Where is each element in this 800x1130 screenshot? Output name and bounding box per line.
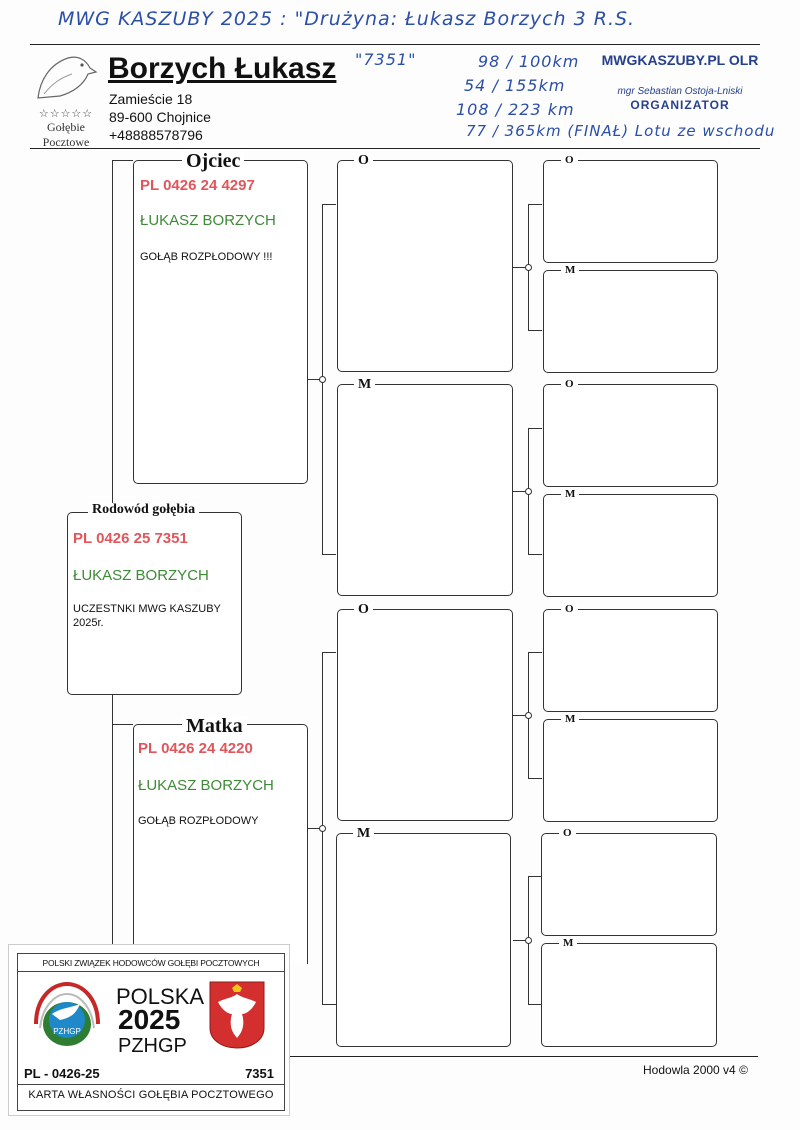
- father-owner: ŁUKASZ BORZYCH: [140, 212, 276, 229]
- bird-to-mother-link: [112, 724, 133, 725]
- logo-text-line1: Gołębie: [47, 120, 85, 134]
- ggp-1-box: [543, 160, 718, 263]
- gp-bracket-1-knot: [525, 264, 532, 271]
- bird-label: Rodowód gołębia: [88, 503, 199, 517]
- ggp-2-box: [543, 270, 718, 373]
- bird-note: UCZESTNKI MWG KASZUBY 2025r.: [73, 603, 221, 630]
- footer-version: Hodowla 2000 v4 ©: [643, 1063, 748, 1077]
- card-country: POLSKA: [116, 984, 205, 1009]
- father-bracket-knot: [319, 376, 326, 383]
- mother-owner: ŁUKASZ BORZYCH: [138, 777, 274, 794]
- maternal-grandmother-label: M: [353, 827, 374, 841]
- bird-owner: ŁUKASZ BORZYCH: [73, 567, 209, 584]
- gp-bracket-3-top: [528, 652, 542, 653]
- ggp-2-label: M: [561, 265, 579, 276]
- ggp-5-label: O: [561, 604, 578, 615]
- gp-bracket-3-knot: [525, 712, 532, 719]
- mother-box: [133, 724, 308, 964]
- gp-bracket-2-bottom: [528, 554, 542, 555]
- card-ring-number: 7351: [245, 1066, 274, 1081]
- paternal-grandmother-box: [337, 384, 513, 596]
- stamp-line-1: MWGKASZUBY.PL OLR: [601, 52, 759, 68]
- gp-bracket-2-top: [528, 428, 542, 429]
- ggp-8-label: M: [559, 938, 577, 949]
- card-inner-frame: [17, 953, 285, 1111]
- ggp-3-box: [543, 384, 718, 487]
- gp-bracket-2-knot: [525, 488, 532, 495]
- ggp-5-box: [543, 609, 718, 712]
- bird-ring: PL 0426 25 7351: [73, 530, 188, 547]
- handwritten-ring-code: "7351": [355, 50, 417, 69]
- bird-box: [67, 512, 242, 695]
- organizer-stamp: [600, 52, 760, 112]
- breeder-name: Borzych Łukasz: [108, 52, 337, 85]
- ggp-4-label: M: [561, 489, 579, 500]
- header-bottom-rule: [30, 148, 760, 149]
- handwritten-team-note: MWG KASZUBY 2025 : "Drużyna: Łukasz Borzych 3 R.S.: [58, 8, 636, 30]
- father-bracket-top: [322, 204, 336, 205]
- club-logo: [30, 50, 102, 149]
- card-ring-prefix: PL - 0426-25: [24, 1066, 100, 1081]
- card-org: POLSKI ZWIĄZEK HODOWCÓW GOŁĘBI POCZTOWYCH: [42, 958, 260, 968]
- paternal-grandfather-box: [337, 160, 513, 372]
- ggp-7-box: [541, 833, 717, 936]
- pzhgp-emblem-icon: [30, 978, 104, 1050]
- ggp-8-box: [541, 943, 717, 1047]
- stamp-line-3: ORGANIZATOR: [630, 98, 730, 112]
- maternal-grandfather-label: O: [354, 603, 373, 617]
- mother-bracket-bottom: [322, 1004, 336, 1005]
- ggp-6-box: [543, 719, 718, 822]
- card-ring-rule: [18, 1084, 284, 1085]
- father-note: GOŁĄB ROZPŁODOWY !!!: [140, 251, 273, 263]
- gp-bracket-4-bottom: [528, 1004, 542, 1005]
- breeder-phone: +48888578796: [109, 127, 203, 143]
- result-line-2: 54 / 155km: [464, 76, 566, 95]
- maternal-grandmother-box: [336, 833, 511, 1047]
- ggp-4-box: [543, 494, 718, 597]
- father-bracket-bottom: [322, 554, 336, 555]
- mother-ring: PL 0426 24 4220: [138, 740, 253, 757]
- father-box: [133, 160, 308, 484]
- bird-to-father-link: [112, 160, 133, 161]
- polish-eagle-icon: [208, 980, 266, 1050]
- gp-bracket-1-bottom: [528, 330, 542, 331]
- gp-bracket-1-top: [528, 204, 542, 205]
- breeder-city: 89-600 Chojnice: [109, 109, 211, 125]
- mother-bracket-knot: [319, 825, 326, 832]
- stamp-line-2: mgr Sebastian Ostoja-Lniski: [617, 86, 743, 97]
- ggp-3-label: O: [561, 379, 578, 390]
- ownership-card: [8, 944, 290, 1116]
- card-org-rule: [18, 971, 284, 972]
- pzhgp-emblem-text: PZHGP: [53, 1027, 81, 1036]
- pigeon-logo-icon: [30, 50, 102, 102]
- ggp-6-label: M: [561, 714, 579, 725]
- gp-bracket-4-knot: [525, 937, 532, 944]
- card-year: 2025: [118, 1004, 181, 1035]
- gp-bracket-3-bottom: [528, 778, 542, 779]
- paternal-grandmother-label: M: [354, 378, 375, 392]
- ggp-1-label: O: [561, 155, 578, 166]
- father-ring: PL 0426 24 4297: [140, 177, 255, 194]
- result-line-3: 108 / 223 km: [456, 100, 575, 119]
- breeder-street: Zamieście 18: [109, 91, 193, 107]
- mother-note: GOŁĄB ROZPŁODOWY: [138, 815, 259, 827]
- paternal-grandfather-label: O: [354, 154, 373, 168]
- logo-stars: ☆☆☆☆☆: [38, 108, 94, 120]
- mother-bracket-top: [322, 652, 336, 653]
- maternal-grandfather-box: [337, 609, 513, 821]
- gp-bracket-4-top: [528, 876, 542, 877]
- ggp-7-label: O: [559, 828, 576, 839]
- card-abbr: PZHGP: [118, 1035, 187, 1057]
- card-title: KARTA WŁASNOŚCI GOŁĘBIA POCZTOWEGO: [28, 1089, 274, 1101]
- father-label: Ojciec: [182, 151, 244, 171]
- header-top-rule: [30, 44, 760, 45]
- result-line-4: 77 / 365km (FINAŁ) Lotu ze wschodu: [466, 122, 776, 140]
- result-line-1: 98 / 100km: [478, 52, 580, 71]
- footer-rule: [290, 1056, 758, 1057]
- mother-label: Matka: [182, 716, 247, 736]
- logo-text-line2: Pocztowe: [42, 135, 90, 149]
